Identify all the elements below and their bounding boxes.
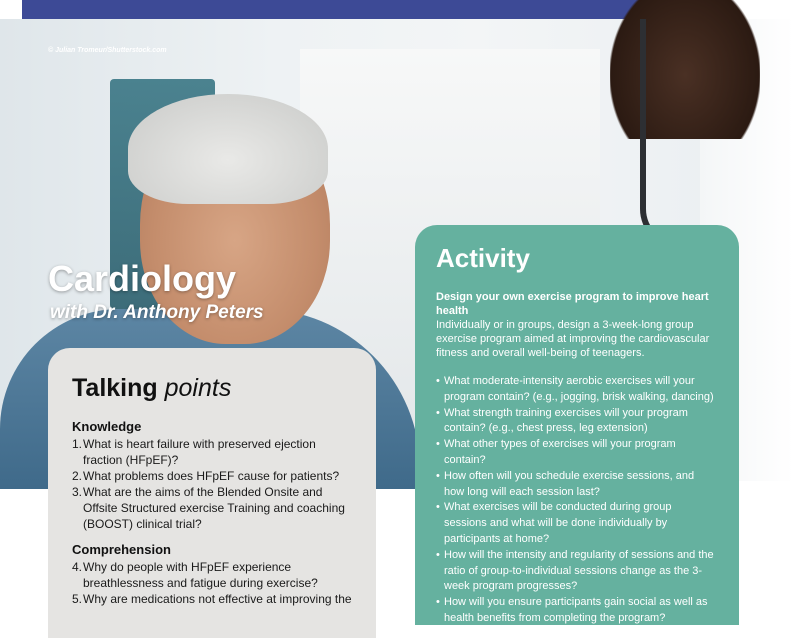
activity-heading: Activity xyxy=(436,243,530,273)
talking-points-panel xyxy=(48,348,376,638)
activity-question-list xyxy=(436,374,717,627)
activity-lead: Design your own exercise program to improve heart health xyxy=(436,291,709,317)
list-item: 3. What are the aims of the Blended Onsite and Offsite Structured exercise Training and coaching (BOOST) clinical trial? xyxy=(72,485,345,531)
page-subtitle: with Dr. Anthony Peters xyxy=(50,302,264,323)
photo-credit: © Julian Tromeur/Shutterstock.com xyxy=(48,47,167,54)
talking-points-heading: Talking points xyxy=(72,374,232,402)
activity-intro: Individually or in groups, design a 3-week-long group exercise program aimed at improving the cardiovascular fitness and overall well-being of teenagers. xyxy=(436,319,710,359)
photo-patient-hair xyxy=(128,94,328,204)
list-item: • How will the intensity and regularity of sessions and the ratio of group-to-individual sessions change as the 3-week program progresses? xyxy=(436,548,714,593)
comprehension-heading: Comprehension xyxy=(72,542,171,557)
list-item: 1. What is heart failure with preserved ejection fraction (HFpEF)? xyxy=(72,437,316,467)
list-item: 2. What problems does HFpEF cause for patients? xyxy=(72,469,340,483)
comprehension-section xyxy=(72,542,354,607)
comprehension-list xyxy=(72,559,354,607)
activity-panel xyxy=(415,225,739,625)
list-item: • What other types of exercises will your program contain? xyxy=(436,438,676,466)
list-item: 4. Why do people with HFpEF experience breathlessness and fatigue during exercise? xyxy=(72,560,318,590)
knowledge-heading: Knowledge xyxy=(72,419,142,434)
page-title: Cardiology xyxy=(48,258,237,299)
top-color-bar xyxy=(22,0,698,19)
list-item: 5. Why are medications not effective at improving the xyxy=(72,592,352,606)
knowledge-list xyxy=(72,436,354,532)
list-item: • What exercises will be conducted during group sessions and what will be done individually by participants at home? xyxy=(436,501,672,545)
list-item: • What strength training exercises will your program contain? (e.g., chest press, leg extension) xyxy=(436,406,688,435)
list-item: • What moderate-intensity aerobic exercises will your program contain? (e.g., jogging, brisk walking, dancing) xyxy=(436,375,714,403)
list-item: • How will you ensure participants gain social as well as health benefits from completing the program? xyxy=(436,596,708,624)
list-item: • How often will you schedule exercise sessions, and how long will each session last? xyxy=(436,469,695,498)
knowledge-section xyxy=(72,419,354,532)
photo-stethoscope xyxy=(640,19,710,249)
